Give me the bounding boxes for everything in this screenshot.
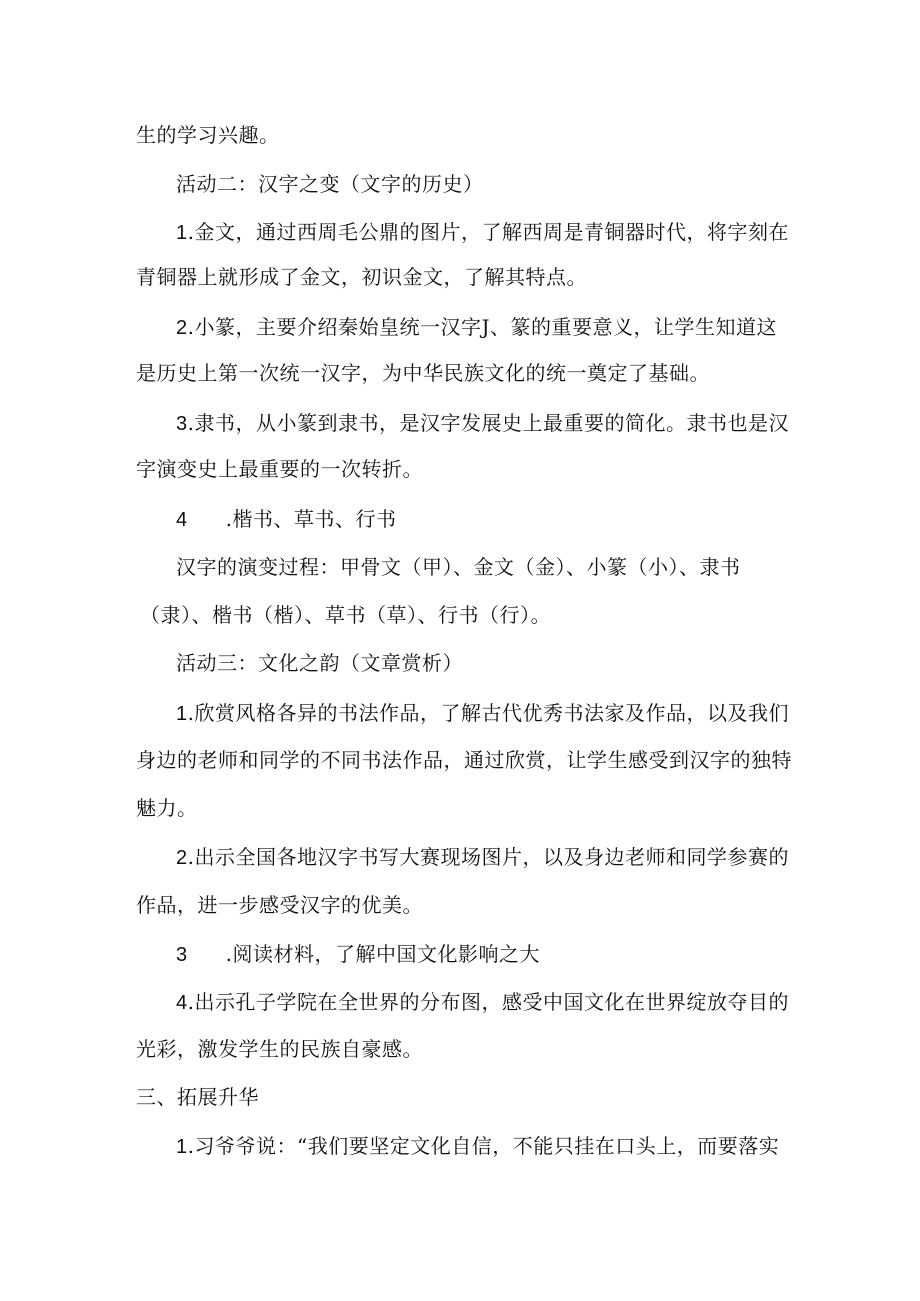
- line-text: 活动三：文化之韵（文章赏析）: [176, 651, 463, 675]
- line-text: .阅读材料，了解中国文化影响之大: [225, 942, 540, 966]
- line-text: 活动二：汉字之变（文字的历史）: [176, 172, 484, 196]
- list-number: 3: [176, 944, 188, 966]
- section-heading-activity-3: [176, 649, 463, 677]
- list-item-line: [176, 409, 789, 438]
- paragraph-line: [136, 121, 280, 149]
- line-text: .出示全国各地汉字书写大赛现场图片，以及身边老师和同学参赛的: [187, 845, 789, 869]
- paragraph-line: [136, 891, 423, 919]
- list-item-line: [176, 505, 396, 534]
- paragraph-line: [136, 359, 710, 387]
- section-heading-activity-2: [176, 170, 484, 198]
- list-number: 4: [176, 992, 188, 1014]
- line-text: .小篆，主要介绍秦始皇统一汉字J、篆的重要意义，让学生知道这: [187, 315, 777, 339]
- list-item-line: [176, 313, 777, 342]
- line-text: 字演变史上最重要的一次转折。: [136, 457, 423, 481]
- line-text: 作品，进一步感受汉字的优美。: [136, 893, 423, 917]
- line-text: 魅力。: [136, 796, 198, 820]
- list-number: 3: [176, 413, 188, 435]
- line-text: 汉字的演变过程：甲骨文（甲）、金文（金）、小篆（小）、隶书: [176, 555, 741, 579]
- list-number: 2: [176, 847, 188, 869]
- list-item-line: [176, 218, 789, 247]
- line-text: .隶书，从小篆到隶书，是汉字发展史上最重要的简化。隶书也是汉: [187, 411, 789, 435]
- line-text: .欣赏风格各异的书法作品，了解古代优秀书法家及作品，以及我们: [187, 701, 789, 725]
- list-number: 1: [176, 703, 188, 725]
- paragraph-line: [136, 263, 587, 291]
- list-number: 1: [176, 222, 188, 244]
- paragraph-line: [136, 794, 198, 822]
- line-text: .习爷爷说：“我们要坚定文化自信，不能只挂在口头上，而要落实: [187, 1134, 780, 1158]
- line-text: 生的学习兴趣。: [136, 123, 280, 147]
- line-text: .出示孔子学院在全世界的分布图，感受中国文化在世界绽放夺目的: [187, 990, 789, 1014]
- list-item-line: [176, 940, 540, 969]
- section-heading-extension: [136, 1083, 259, 1111]
- paragraph-line: [176, 553, 741, 581]
- line-text: （隶）、楷书（楷）、草书（草）、行书（行）。: [140, 603, 551, 627]
- line-text: 是历史上第一次统一汉字，为中华民族文化的统一奠定了基础。: [136, 361, 710, 385]
- line-text: .楷书、草书、行书: [225, 507, 397, 531]
- line-text: 三、拓展升华: [136, 1085, 259, 1109]
- list-item-line: [176, 1132, 779, 1161]
- line-text: .金文，通过西周毛公鼎的图片，了解西周是青铜器时代，将字刻在: [187, 220, 789, 244]
- paragraph-line: [136, 746, 792, 774]
- list-item-line: [176, 988, 789, 1017]
- list-number: 4: [176, 509, 188, 531]
- line-text: 青铜器上就形成了金文，初识金文，了解其特点。: [136, 265, 587, 289]
- line-text: 身边的老师和同学的不同书法作品，通过欣赏，让学生感受到汉字的独特: [136, 748, 792, 772]
- list-number: 1: [176, 1136, 188, 1158]
- paragraph-line: [140, 601, 551, 629]
- list-item-line: [176, 699, 789, 728]
- paragraph-line: [136, 455, 423, 483]
- list-number: 2: [176, 317, 188, 339]
- paragraph-line: [136, 1035, 423, 1063]
- list-item-line: [176, 843, 789, 872]
- line-text: 光彩，激发学生的民族自豪感。: [136, 1037, 423, 1061]
